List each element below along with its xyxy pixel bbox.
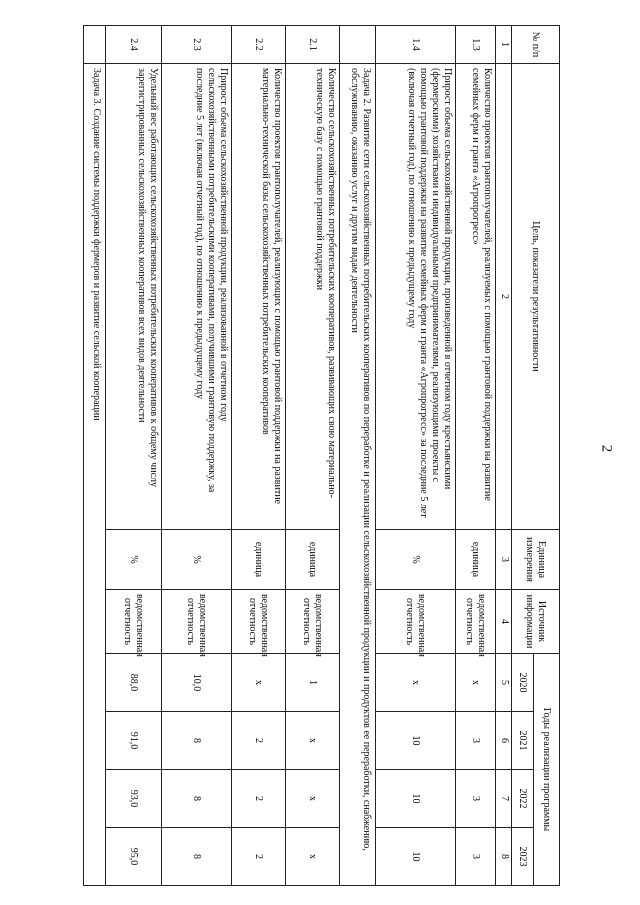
col-number: 6 [496, 712, 512, 770]
row-value: 3 [456, 828, 496, 886]
row-num: 2.4 [106, 26, 162, 64]
row-value: 93,0 [106, 770, 162, 828]
rotated-page [80, 25, 560, 885]
row-value: х [456, 654, 496, 712]
col-number: 1 [496, 26, 512, 64]
row-num: 1.3 [456, 26, 496, 64]
row-source: ведомственная отчетность [232, 590, 286, 654]
row-value: 95,0 [106, 828, 162, 886]
header-source: Источник информации [512, 590, 560, 654]
row-text: Количество проектов грантополучателей, реализуемых с помощью грантовой поддержки на развитие семейных ферм и гранта «Агропрогресс» [456, 64, 496, 530]
row-source: ведомственная отчетность [162, 590, 232, 654]
row-value: 2 [232, 712, 286, 770]
row-source: ведомственная отчетность [106, 590, 162, 654]
header-year: 2020 [512, 654, 534, 712]
task-spacer [340, 26, 376, 64]
col-number: 5 [496, 654, 512, 712]
row-unit: единица [286, 530, 340, 590]
task-3: Задача 3. Создание системы поддержки фермеров и развитие сельской кооперации [84, 64, 106, 886]
header-year: 2022 [512, 770, 534, 828]
row-value: 91,0 [106, 712, 162, 770]
row-value: 3 [456, 770, 496, 828]
row-value: х [232, 654, 286, 712]
header-unit: Единица измерения [512, 530, 560, 590]
task-2: Задача 2. Развитие сети сельскохозяйственных потребительских кооперативов по переработке и реализации сельскохозяйственной продукции и продуктов ее переработки, снабжению, обслуживанию, оказанию услуг и другим видам деятельности [340, 64, 376, 886]
header-goal: Цель, показатели результативности [512, 64, 560, 530]
row-value: 8 [162, 828, 232, 886]
col-number: 3 [496, 530, 512, 590]
row-unit: % [106, 530, 162, 590]
header-years-title: Годы реализации программы [534, 654, 560, 886]
header-year: 2023 [512, 828, 534, 886]
col-number: 2 [496, 64, 512, 530]
row-value: 10 [376, 770, 456, 828]
row-value: 10 [376, 828, 456, 886]
row-text: Количество проектов грантополучателей, реализующих с помощью грантовой поддержки на развитие материально-технической базы сельскохозяйственных потребительских кооперативов [232, 64, 286, 530]
header-num: № п/п [512, 26, 560, 64]
row-value: х [286, 712, 340, 770]
row-unit: % [162, 530, 232, 590]
page-number: 2 [598, 444, 615, 453]
row-unit: единица [456, 530, 496, 590]
row-text: Прирост объема сельскохозяйственной продукции, реализованной в отчетном году сельскохозяйственными потребительскими кооперативами, получившими грантовую поддержку, за последние 5 лет (включая отчетный год), по отношению к предыдущему году [162, 64, 232, 530]
row-value: 8 [162, 770, 232, 828]
row-value: х [286, 828, 340, 886]
row-source: ведомственная отчетность [456, 590, 496, 654]
row-num: 2.2 [232, 26, 286, 64]
row-num: 2.3 [162, 26, 232, 64]
row-value: 2 [232, 770, 286, 828]
row-text: Количество сельскохозяйственных потребительских кооперативов, развивающих свою материально-техническую базу с помощью грантовой поддержки [286, 64, 340, 530]
col-number: 4 [496, 590, 512, 654]
row-num: 2.1 [286, 26, 340, 64]
row-value: 8 [162, 712, 232, 770]
row-source: ведомственная отчетность [376, 590, 456, 654]
row-value: х [376, 654, 456, 712]
row-value: х [286, 770, 340, 828]
col-number: 8 [496, 828, 512, 886]
row-value: 10,0 [162, 654, 232, 712]
row-num: 1.4 [376, 26, 456, 64]
row-source: ведомственная отчетность [286, 590, 340, 654]
row-value: 10 [376, 712, 456, 770]
row-text: Удельный вес работающих сельскохозяйственных потребительских кооперативов к общему числу зарегистрированных сельскохозяйственных кооперативов всех видов деятельности [106, 64, 162, 530]
task-spacer [84, 26, 106, 64]
row-unit: % [376, 530, 456, 590]
row-value: 1 [286, 654, 340, 712]
row-text: Прирост объема сельскохозяйственной продукции, произведенной в отчетном году крестьянскими (фермерскими) хозяйствами и индивидуальными предпринимателями, реализующими проекты с помощью грантовой поддержки на развитие семейных ферм и гранта «Агропрогресс» за последние 5 лет (включая отчетный год), по отношению к предыдущему году [376, 64, 456, 530]
col-number: 7 [496, 770, 512, 828]
header-year: 2021 [512, 712, 534, 770]
row-unit: единица [232, 530, 286, 590]
row-value: 88,0 [106, 654, 162, 712]
indicators-table [83, 25, 560, 886]
row-value: 2 [232, 828, 286, 886]
row-value: 3 [456, 712, 496, 770]
